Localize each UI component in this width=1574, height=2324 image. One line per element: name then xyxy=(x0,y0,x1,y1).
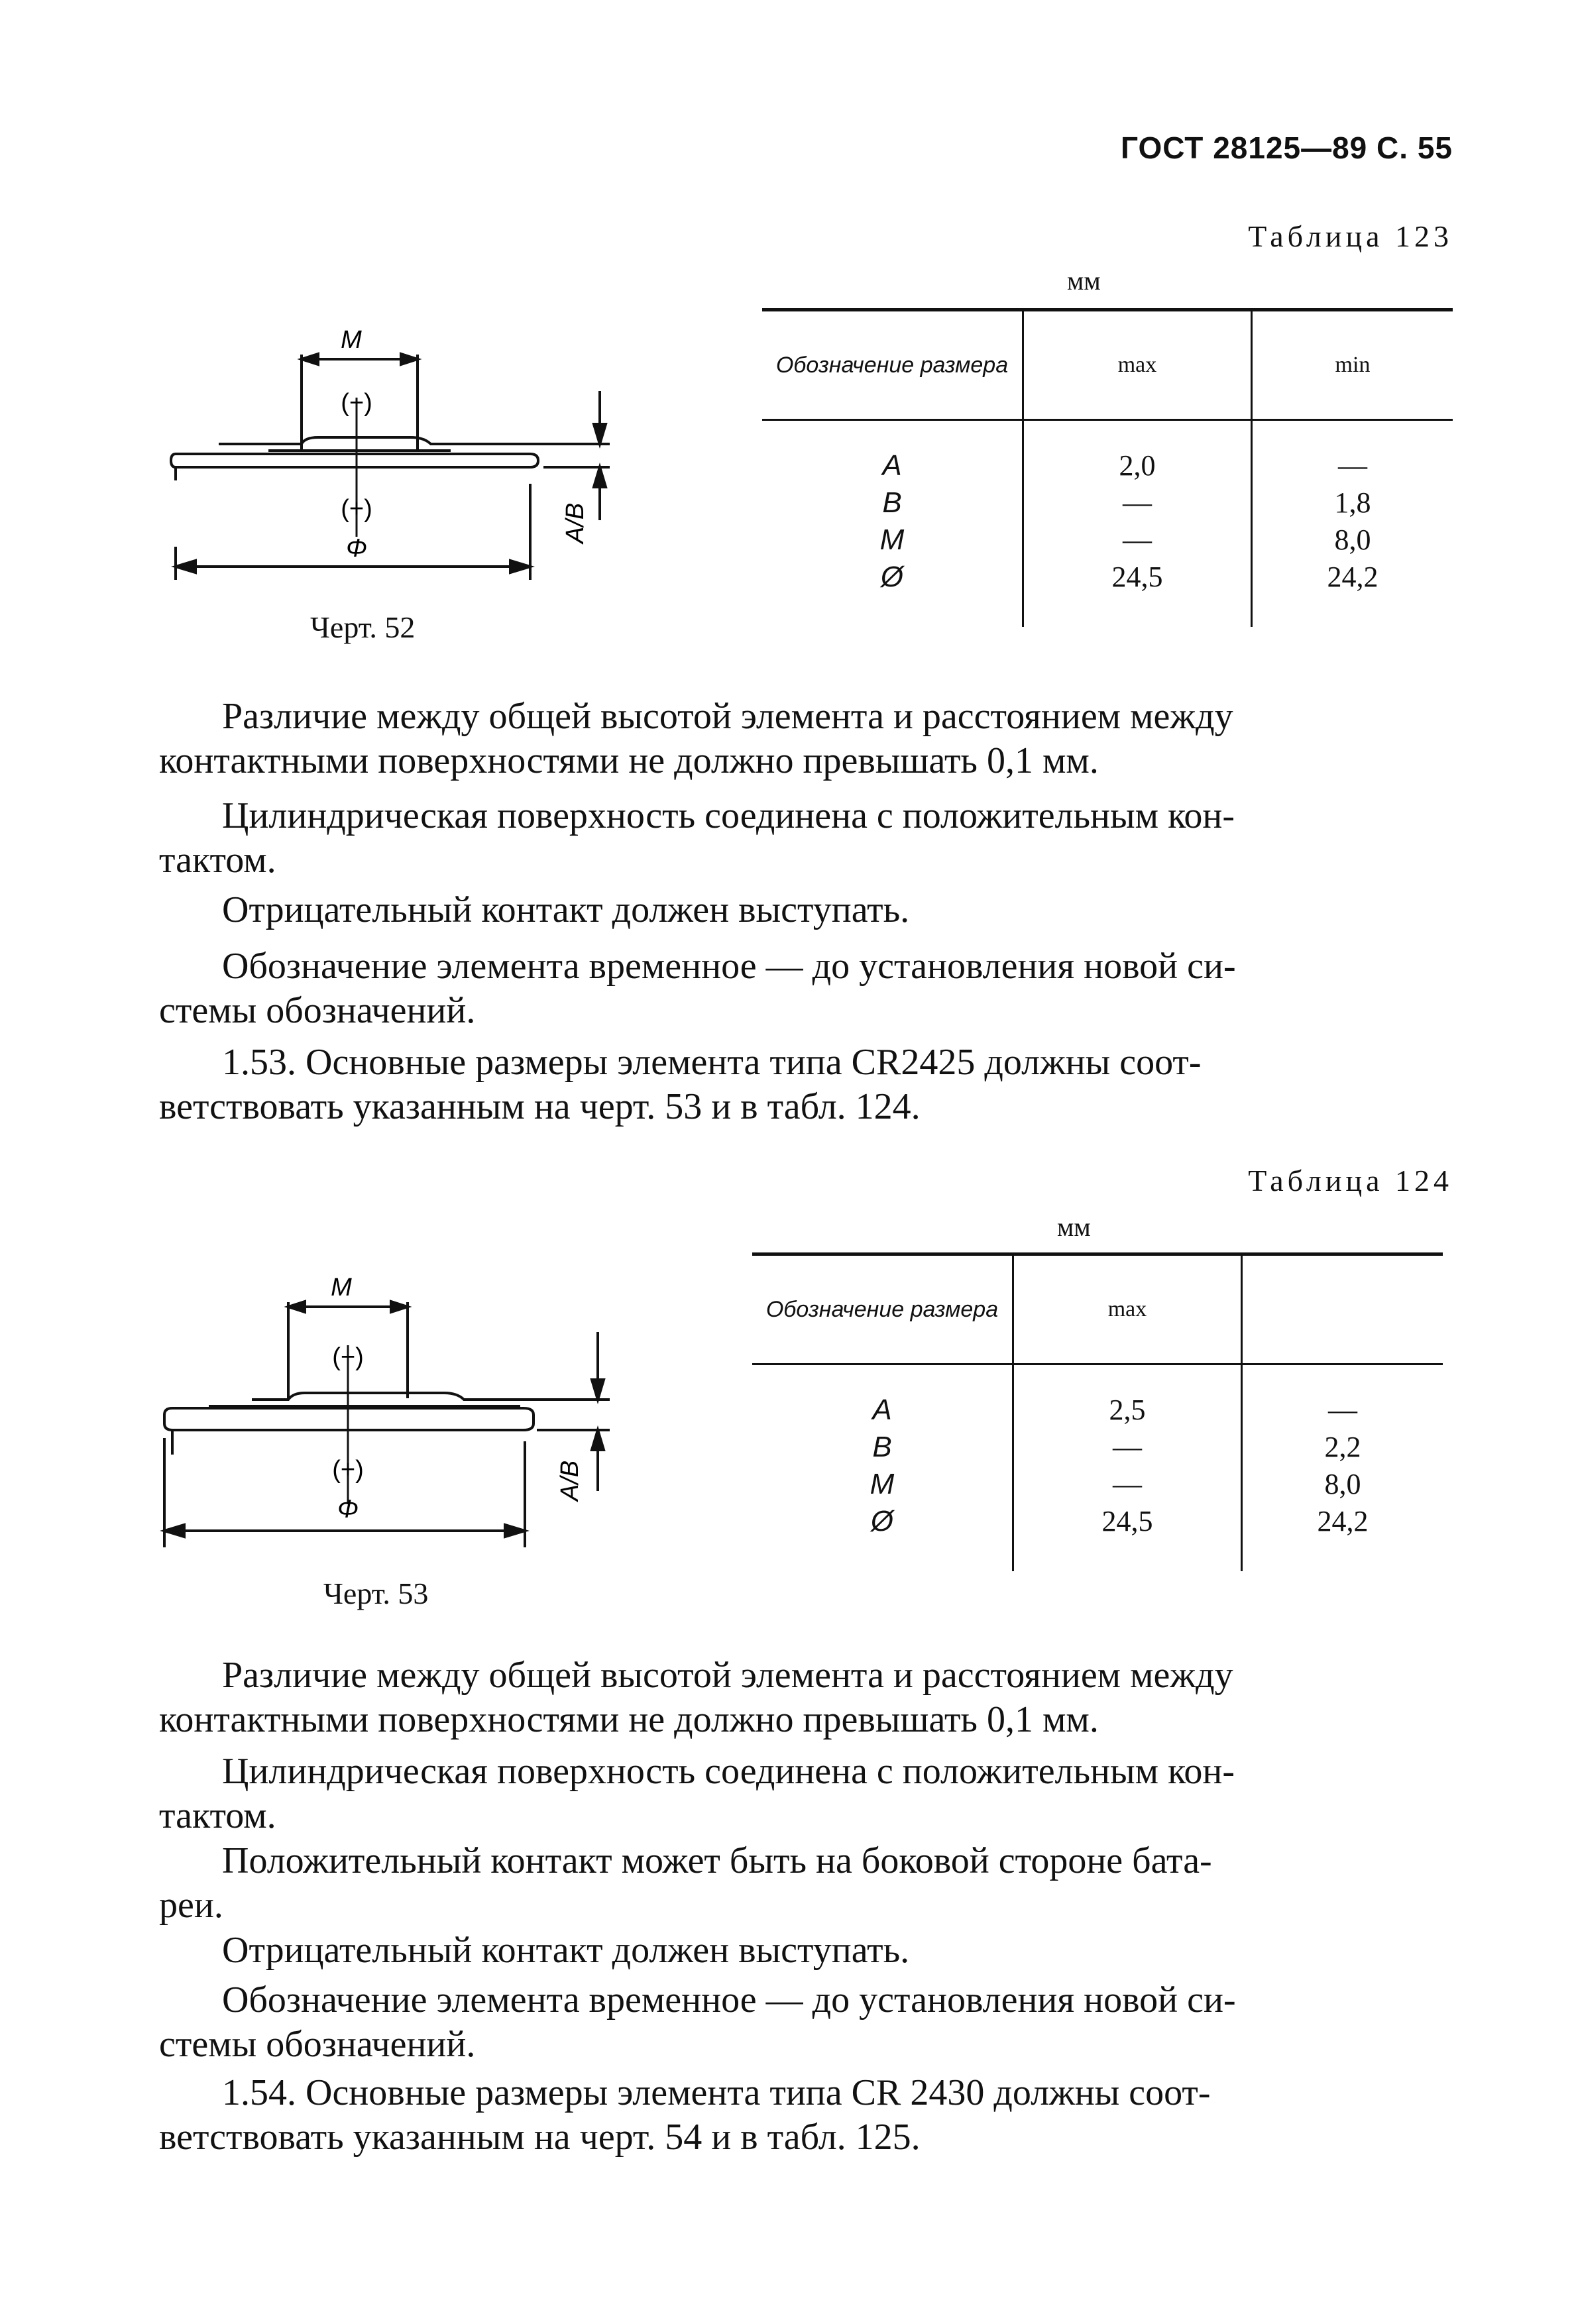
paragraph: Отрицательный контакт должен выступать. xyxy=(222,889,910,930)
table-header-designation: Обозначение размера xyxy=(775,353,1009,378)
table-cell: — xyxy=(1113,1431,1142,1463)
label-ab: A/B xyxy=(561,502,589,543)
table-cell: A xyxy=(872,1394,892,1426)
paragraph: Различие между общей высотой элемента и расстоянием между контактными поверхностями не должно превышать 0,1 мм. xyxy=(159,696,1233,781)
table-cell: — xyxy=(1123,486,1152,519)
table-cell: 8,0 xyxy=(1334,524,1371,556)
table-cell: Ø xyxy=(880,561,904,593)
table-header-max: max xyxy=(1013,1254,1242,1364)
table-cell: — xyxy=(1113,1468,1142,1500)
paragraph: 1.54. Основные размеры элемента типа CR 2430 должны соот- ветствовать указанным на черт. 54 и в табл. 125. xyxy=(159,2072,1211,2158)
paragraph: Обозначение элемента временное — до установления новой си- стемы обозначений. xyxy=(159,1979,1236,2065)
label-positive: (+) xyxy=(332,1456,364,1484)
table-header-min xyxy=(1242,1254,1443,1364)
label-negative: (−) xyxy=(341,389,372,417)
table-header-min: min xyxy=(1252,310,1453,420)
table-cell: 8,0 xyxy=(1324,1468,1361,1500)
label-diameter: Φ xyxy=(346,535,367,563)
paragraph: Цилиндрическая поверхность соединена с положительным кон- тактом. xyxy=(159,1751,1235,1836)
table-123-caption: Таблица 123 xyxy=(1248,219,1453,253)
paragraph: Различие между общей высотой элемента и расстоянием между контактными поверхностями не должно превышать 0,1 мм. xyxy=(159,1655,1233,1740)
table-cell: 24,5 xyxy=(1101,1505,1153,1537)
paragraph: Цилиндрическая поверхность соединена с положительным кон- тактом. xyxy=(159,795,1235,881)
label-m: M xyxy=(341,326,362,354)
page-header: ГОСТ 28125—89 С. 55 xyxy=(1120,131,1453,165)
label-negative: (−) xyxy=(332,1343,364,1371)
paragraph: 1.53. Основные размеры элемента типа CR2425 должны соот- ветствовать указанным на черт. 53 и в табл. 124. xyxy=(159,1042,1202,1127)
battery-drawing-53 xyxy=(152,1266,630,1577)
table-cell: — xyxy=(1123,524,1152,556)
table-cell: — xyxy=(1328,1394,1357,1426)
drawing-52-caption: Черт. 52 xyxy=(310,610,416,644)
label-positive: (+) xyxy=(341,495,372,523)
table-cell: B xyxy=(882,486,902,519)
table-cell: 1,8 xyxy=(1334,486,1371,519)
table-header-designation: Обозначение размера xyxy=(765,1297,999,1322)
table-123 xyxy=(762,308,1453,627)
drawing-53-caption: Черт. 53 xyxy=(323,1577,429,1610)
table-cell: M xyxy=(879,524,905,556)
battery-drawing-52 xyxy=(159,318,636,610)
table-cell: 24,2 xyxy=(1317,1505,1369,1537)
table-124 xyxy=(752,1252,1443,1571)
paragraph: Отрицательный контакт должен выступать. xyxy=(222,1930,910,1971)
paragraph: Положительный контакт может быть на боковой стороне бата- реи. xyxy=(159,1840,1212,1926)
table-cell: B xyxy=(872,1431,892,1463)
table-cell: 2,2 xyxy=(1324,1431,1361,1463)
label-ab: A/B xyxy=(556,1460,584,1501)
table-header-max: max xyxy=(1023,310,1252,420)
table-cell: 24,5 xyxy=(1111,561,1163,593)
table-cell: 2,0 xyxy=(1119,449,1156,482)
table-cell: 24,2 xyxy=(1327,561,1378,593)
table-124-caption: Таблица 124 xyxy=(1248,1164,1453,1197)
label-m: M xyxy=(331,1274,352,1301)
label-diameter: Φ xyxy=(337,1496,359,1523)
table-cell: 2,5 xyxy=(1109,1394,1146,1426)
table-124-unit: мм xyxy=(1057,1212,1091,1242)
table-123-unit: мм xyxy=(1067,266,1101,296)
table-cell: A xyxy=(882,449,902,482)
paragraph: Обозначение элемента временное — до установления новой си- стемы обозначений. xyxy=(159,946,1236,1031)
table-body xyxy=(762,420,1453,628)
table-cell: M xyxy=(870,1468,895,1500)
table-body xyxy=(752,1364,1443,1572)
table-cell: — xyxy=(1338,449,1367,482)
table-cell: Ø xyxy=(870,1505,894,1537)
